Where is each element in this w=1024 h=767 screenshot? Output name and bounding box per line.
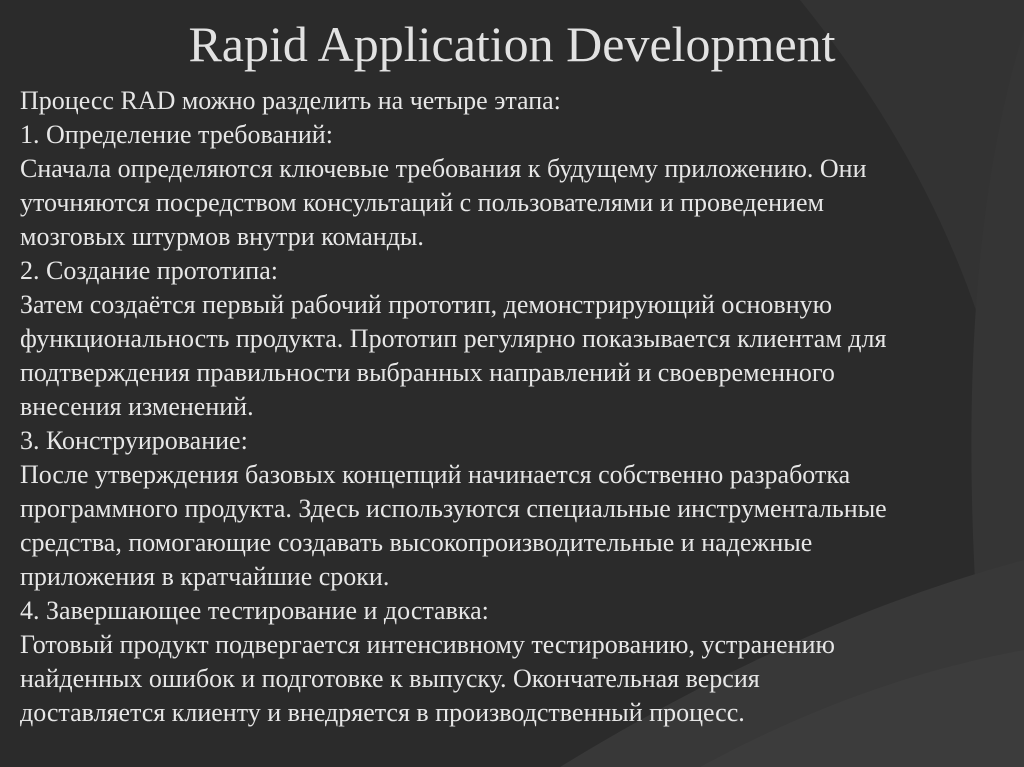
stage-2-text-line: Затем создаётся первый рабочий прототип, демонстрирующий основную [20,290,833,319]
stage-3-text-line: средства, помогающие создавать высокопроизводительные и надежные [20,528,813,557]
stage-1-heading: 1. Определение требований: [20,120,333,149]
slide-body [20,84,1010,730]
stage-4-heading: 4. Завершающее тестирование и доставка: [20,596,489,625]
stage-4-text-line: Готовый продукт подвергается интенсивному тестированию, устранению [20,630,835,659]
stage-3-heading: 3. Конструирование: [20,426,248,455]
stage-2-heading: 2. Создание прототипа: [20,256,278,285]
stage-2-text-line: внесения изменений. [20,392,254,421]
stage-2-text-line: подтверждения правильности выбранных направлений и своевременного [20,358,835,387]
stage-1-text-line: уточняются посредством консультаций с пользователями и проведением [20,188,824,217]
stage-3-text-line: После утверждения базовых концепций начинается собственно разработка [20,460,851,489]
stage-3-text-line: программного продукта. Здесь используются специальные инструментальные [20,494,887,523]
slide-title: Rapid Application Development [188,16,836,72]
intro-line: Процесс RAD можно разделить на четыре этапа: [20,86,561,115]
stage-2-text-line: функциональность продукта. Прототип регулярно показывается клиентам для [20,324,887,353]
stage-4-text-line: доставляется клиенту и внедряется в производственный процесс. [20,698,745,727]
stage-1-text-line: Сначала определяются ключевые требования к будущему приложению. Они [20,154,867,183]
stage-3-text-line: приложения в кратчайшие сроки. [20,562,390,591]
stage-1-text-line: мозговых штурмов внутри команды. [20,222,424,251]
stage-4-text-line: найденных ошибок и подготовке к выпуску. Окончательная версия [20,664,760,693]
